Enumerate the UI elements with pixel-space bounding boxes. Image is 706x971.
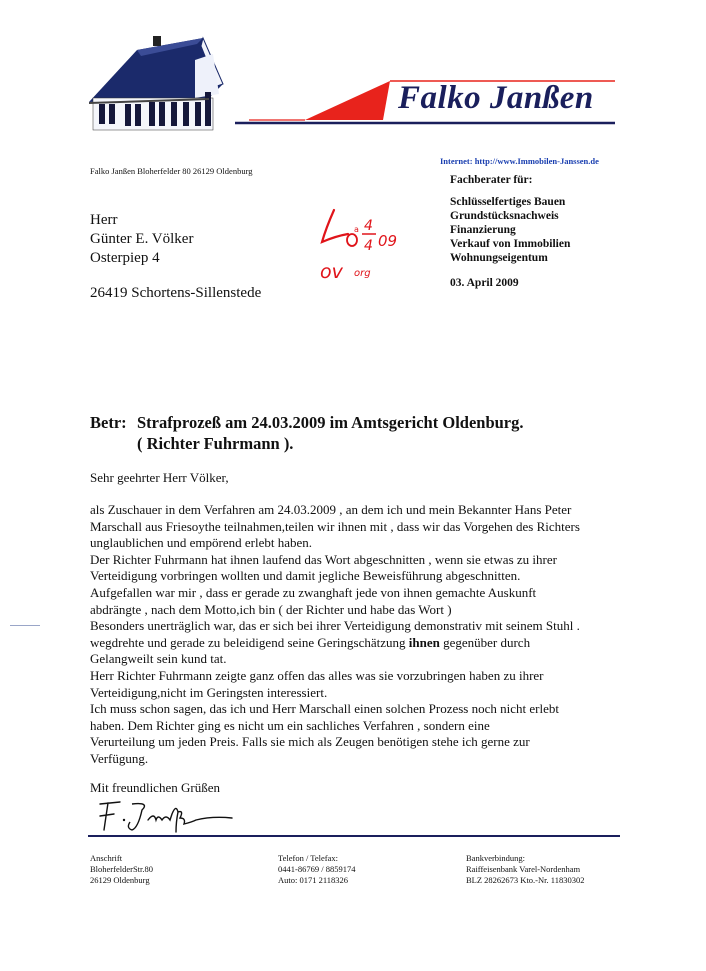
footer-phone-number: 0441-86769 / 8859174 (278, 864, 356, 874)
subject-line-2: ( Richter Fuhrmann ). (137, 434, 294, 453)
letter-body (90, 502, 630, 768)
company-name: Falko Janßen (398, 80, 594, 116)
handwritten-num-top: 4 (364, 218, 373, 234)
body-line: Verurteilung um jeden Preis. Falls sie mich als Zeugen benötigen stehe ich gerne zur (90, 734, 530, 750)
return-address: Falko Janßen Bloherfelder 80 26129 Oldenburg (90, 166, 253, 176)
footer-bank-account: BLZ 28262673 Kto.-Nr. 11830302 (466, 875, 585, 885)
service-item: Verkauf von Immobilien (450, 238, 571, 250)
body-line-part: wegdrehte und gerade zu beleidigend seine Geringschätzung (90, 634, 409, 650)
handwritten-ov: ov (320, 261, 343, 283)
handwritten-num-bottom: 4 (364, 238, 373, 254)
body-line: Marschall aus Friesoythe teilnahmen,teilen wir ihnen mit , dass wir das Vorgehen des Richters (90, 518, 580, 534)
closing: Mit freundlichen Grüßen (90, 780, 220, 795)
body-line: als Zuschauer in dem Verfahren am 24.03.2009 , an dem ich und mein Bekannter Hans Peter (90, 502, 572, 517)
body-line: abdrängte , nach dem Motto,ich bin ( der Richter und habe das Wort ) (90, 601, 452, 617)
body-line: Aufgefallen war mir , dass er gerade zu zwanghaft jede von ihnen gemachte Auskunft (90, 584, 537, 600)
footer-bank-name: Raiffeisenbank Varel-Nordenham (466, 864, 581, 874)
handwritten-small-a: a (354, 225, 359, 234)
footer-phone-title: Telefon / Telefax: (278, 853, 339, 863)
recipient-address (90, 211, 261, 303)
body-line: Ich muss schon sagen, das ich und Herr Marschall einen solchen Prozess noch nicht erlebt (90, 701, 559, 717)
body-line-part: gegenüber durch (439, 634, 531, 650)
house-logo (85, 32, 225, 132)
service-item: Finanzierung (450, 224, 516, 236)
handwritten-year: 09 (378, 232, 398, 250)
service-item: Wohnungseigentum (450, 252, 548, 264)
footer-bank (466, 853, 584, 886)
body-line: Verteidigung vorbringen wollten und damit jegliche Beweisführung abgeschnitten. (90, 568, 521, 584)
body-line: haben. Dem Richter ging es nicht um ein sachliches Verfahren , sondern eine (90, 717, 490, 733)
body-line: Gelangweilt sein kund tat. (90, 651, 227, 667)
website-link[interactable]: Internet: http://www.Immobilen-Janssen.de (440, 156, 599, 166)
services-list (450, 173, 570, 265)
footer-divider (88, 835, 620, 837)
red-triangle (305, 81, 390, 120)
service-item: Schlüsselfertiges Bauen (450, 196, 566, 208)
subject-label: Betr: (90, 413, 127, 432)
footer-address-street: BloherfelderStr.80 (90, 864, 154, 874)
body-line: Besonders unerträglich war, das er sich bei ihrer Verteidigung demonstrativ mit seinem Stuhl . (90, 618, 580, 634)
body-line: unglaublichen und empörend erlebt haben. (90, 535, 313, 551)
salutation: Sehr geehrter Herr Völker, (90, 470, 229, 485)
signature (92, 796, 242, 836)
subject-line-1: Strafprozeß am 24.03.2009 im Amtsgericht Oldenburg. (137, 413, 524, 432)
body-emphasis: ihnen (408, 634, 440, 650)
recipient-title: Herr (90, 212, 118, 228)
subject-block (90, 412, 524, 454)
handwritten-circle (347, 234, 357, 246)
footer-address-city: 26129 Oldenburg (90, 875, 150, 885)
body-line: Der Richter Fuhrmann hat ihnen laufend das Wort abgeschnitten , wenn sie etwas zu ihrer (90, 551, 557, 567)
letter-date: 03. April 2009 (450, 277, 519, 289)
body-line (90, 635, 630, 652)
footer-bank-title: Bankverbindung: (466, 853, 526, 863)
handwritten-l-mark (322, 210, 348, 242)
recipient-street: Osterpiep 4 (90, 250, 160, 266)
handwritten-org: org (354, 268, 371, 279)
body-line: Herr Richter Fuhrmann zeigte ganz offen das alles was sie vorzubringen haben zu ihrer (90, 667, 544, 683)
recipient-city: 26419 Schortens-Sillenstede (90, 285, 262, 301)
body-line: Verteidigung,nicht im Geringsten interessiert. (90, 684, 328, 700)
service-item: Grundstücksnachweis (450, 210, 559, 222)
fold-mark (10, 625, 40, 626)
footer-address (90, 853, 153, 886)
handwritten-note (312, 200, 432, 290)
footer-phone (278, 853, 355, 886)
services-title: Fachberater für: (450, 174, 533, 186)
body-line: Verfügung. (90, 750, 149, 766)
footer-mobile-number: Auto: 0171 2118326 (278, 875, 349, 885)
footer-address-title: Anschrift (90, 853, 123, 863)
recipient-name: Günter E. Völker (90, 231, 194, 247)
